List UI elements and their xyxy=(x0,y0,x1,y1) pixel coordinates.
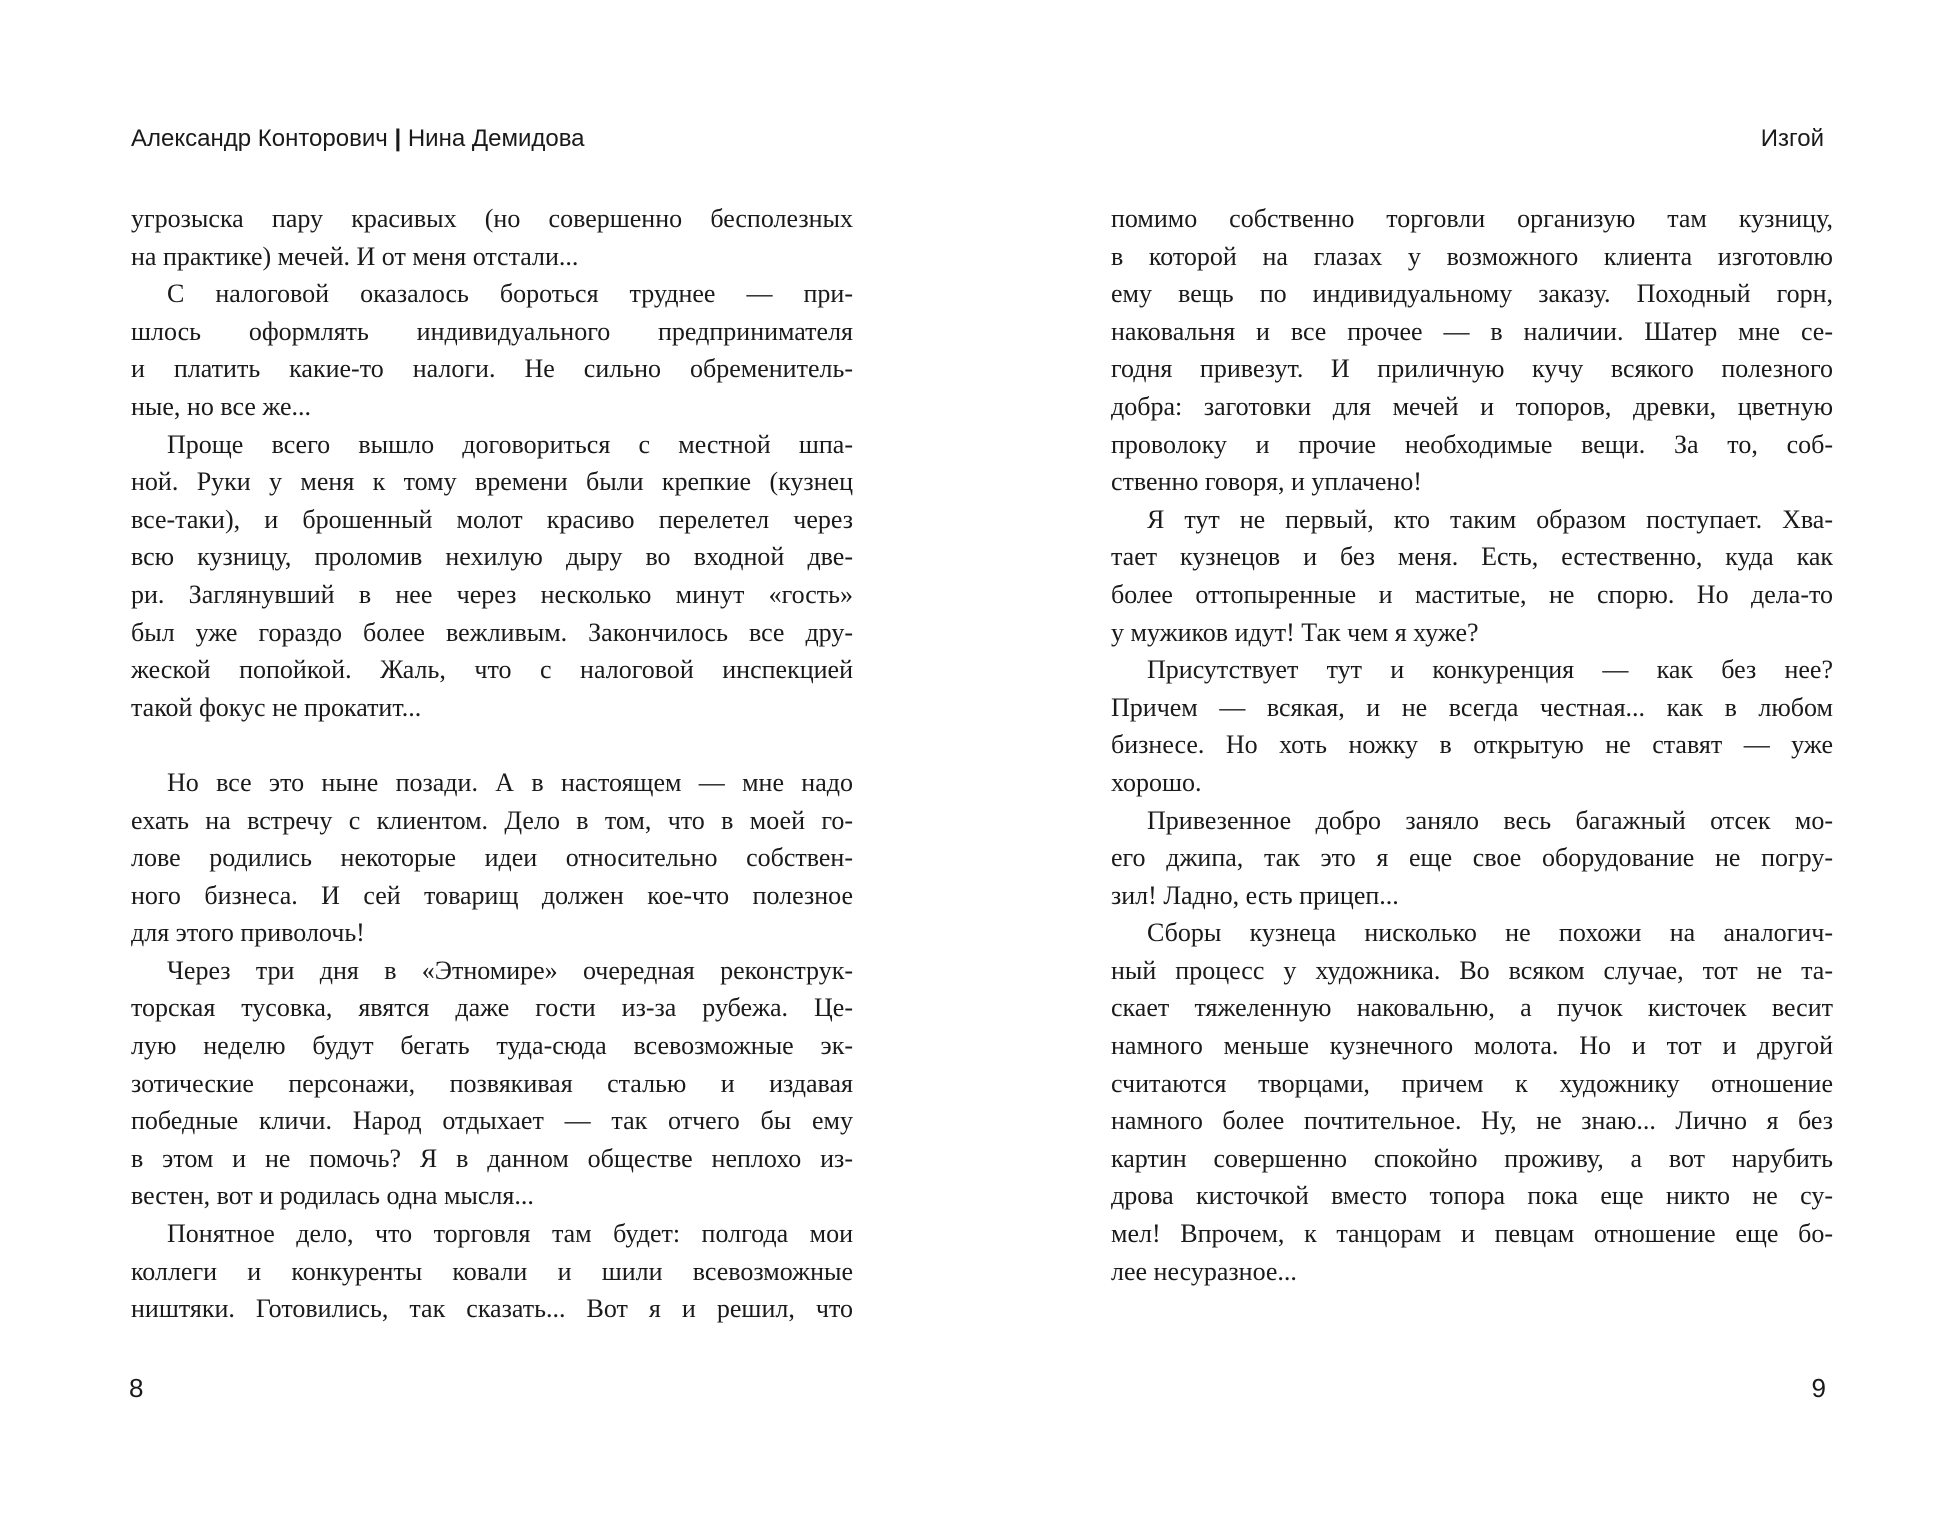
text-line: мел! Впрочем, к танцорам и певцам отношение еще бо- xyxy=(1111,1219,1833,1249)
running-header-title: Изгой xyxy=(1760,125,1824,152)
text-line: скает тяжеленную наковальню, а пучок кисточек весит xyxy=(1111,993,1833,1023)
text-line: считаются творцами, причем к художнику отношение xyxy=(1111,1068,1833,1098)
text-line: у мужиков идут! Так чем я хуже? xyxy=(1111,617,1479,647)
text-line: годня привезут. И приличную кучу всякого полезного xyxy=(1111,354,1833,384)
text-line: добра: заготовки для мечей и топоров, древки, цветную xyxy=(1111,391,1833,421)
text-line: ного бизнеса. И сей товарищ должен кое-что полезное xyxy=(131,880,853,910)
text-line: лую неделю будут бегать туда-сюда всевозможные эк- xyxy=(131,1031,853,1061)
text-line: угрозыска пару красивых (но совершенно бесполезных xyxy=(131,204,853,233)
text-line: вестен, вот и родилась одна мысля... xyxy=(131,1181,534,1211)
text-line: ему вещь по индивидуальному заказу. Походный горн, xyxy=(1111,279,1833,309)
text-line: Причем — всякая, и не всегда честная... как в любом xyxy=(1111,692,1833,722)
text-line: для этого приволочь! xyxy=(131,918,365,948)
text-line: лове родились некоторые идеи относительно собствен- xyxy=(131,843,853,873)
text-line: намного меньше кузнечного молота. Но и тот и другой xyxy=(1111,1031,1833,1061)
text-line: помимо собственно торговли организую там кузницу, xyxy=(1111,204,1833,233)
text-line: Но все это ныне позади. А в настоящем — мне надо xyxy=(167,767,853,797)
text-line: и платить какие-то налоги. Не сильно обременитель- xyxy=(131,354,853,384)
left-page-text xyxy=(131,200,853,1328)
text-line: такой фокус не прокатит... xyxy=(131,692,422,722)
text-line: ништяки. Готовились, так сказать... Вот я и решил, что xyxy=(131,1294,853,1324)
text-line: проволоку и прочие необходимые вещи. За то, соб- xyxy=(1111,429,1833,459)
text-line: С налоговой оказалось бороться труднее — при- xyxy=(167,279,853,309)
text-line: более оттопыренные и маститые, не спорю. Но дела-то xyxy=(1111,579,1833,609)
text-line: ный процесс у художника. Во всяком случае, тот не та- xyxy=(1111,955,1833,985)
text-line: Понятное дело, что торговля там будет: полгода мои xyxy=(167,1219,853,1249)
text-line: Сборы кузнеца нисколько не похожи на аналогич- xyxy=(1147,918,1833,948)
text-line: Я тут не первый, кто таким образом поступает. Хва- xyxy=(1147,504,1833,534)
text-line: Присутствует тут и конкуренция — как без нее? xyxy=(1147,655,1833,685)
text-line: шлось оформлять индивидуального предпринимателя xyxy=(131,316,853,346)
text-line: на практике) мечей. И от меня отстали... xyxy=(131,241,579,271)
text-line: был уже гораздо более вежливым. Закончилось все дру- xyxy=(131,617,853,647)
text-line: ехать на встречу с клиентом. Дело в том, что в моей го- xyxy=(131,805,853,835)
text-line: наковальня и все прочее — в наличии. Шатер мне се- xyxy=(1111,316,1833,346)
text-line: картин совершенно спокойно проживу, а вот нарубить xyxy=(1111,1143,1833,1173)
text-line: зотические персонажи, позвякивая сталью и издавая xyxy=(131,1068,853,1098)
text-line: всю кузницу, проломив нехилую дыру во входной две- xyxy=(131,542,853,572)
text-line: бизнесе. Но хоть ножку в открытую не ставят — уже xyxy=(1111,730,1833,760)
author-separator: | xyxy=(394,125,402,152)
text-line: дрова кисточкой вместо топора пока еще никто не су- xyxy=(1111,1181,1833,1211)
text-line: торская тусовка, явятся даже гости из-за рубежа. Це- xyxy=(131,993,853,1023)
text-line: Проще всего вышло договориться с местной шпа- xyxy=(167,429,853,459)
text-line: ной. Руки у меня к тому времени были крепкие (кузнец xyxy=(131,467,853,497)
text-line: победные кличи. Народ отдыхает — так отчего бы ему xyxy=(131,1106,853,1136)
text-line: в этом и не помочь? Я в данном обществе неплохо из- xyxy=(131,1143,853,1173)
text-line: в которой на глазах у возможного клиента изготовлю xyxy=(1111,241,1833,271)
author-name-1: Александр Конторович xyxy=(131,125,388,152)
text-line: зил! Ладно, есть прицеп... xyxy=(1111,880,1399,910)
blank-line xyxy=(131,726,853,764)
text-line: ственно говоря, и уплачено! xyxy=(1111,467,1422,497)
text-line: ри. Заглянувший в нее через несколько минут «гость» xyxy=(131,579,853,609)
text-line: коллеги и конкуренты ковали и шили всевозможные xyxy=(131,1256,853,1286)
text-line: все-таки), и брошенный молот красиво перелетел через xyxy=(131,504,853,534)
text-line: лее несуразное... xyxy=(1111,1256,1297,1286)
text-line: его джипа, так это я еще свое оборудование не погру- xyxy=(1111,843,1833,873)
text-line: тает кузнецов и без меня. Есть, естественно, куда как xyxy=(1111,542,1833,572)
text-line: намного более почтительное. Ну, не знаю... Лично я без xyxy=(1111,1106,1833,1136)
text-line: Через три дня в «Этномире» очередная реконструк- xyxy=(167,955,853,985)
running-header-authors xyxy=(131,124,585,154)
page-number-right: 9 xyxy=(1811,1373,1826,1403)
text-line: жеской попойкой. Жаль, что с налоговой инспекцией xyxy=(131,655,853,685)
text-line: Привезенное добро заняло весь багажный отсек мо- xyxy=(1147,805,1833,835)
text-line: ные, но все же... xyxy=(131,391,312,421)
author-name-2: Нина Демидова xyxy=(407,125,585,152)
right-page-text xyxy=(1111,200,1833,1290)
text-line: хорошо. xyxy=(1111,767,1202,797)
page-number-left: 8 xyxy=(129,1373,144,1403)
